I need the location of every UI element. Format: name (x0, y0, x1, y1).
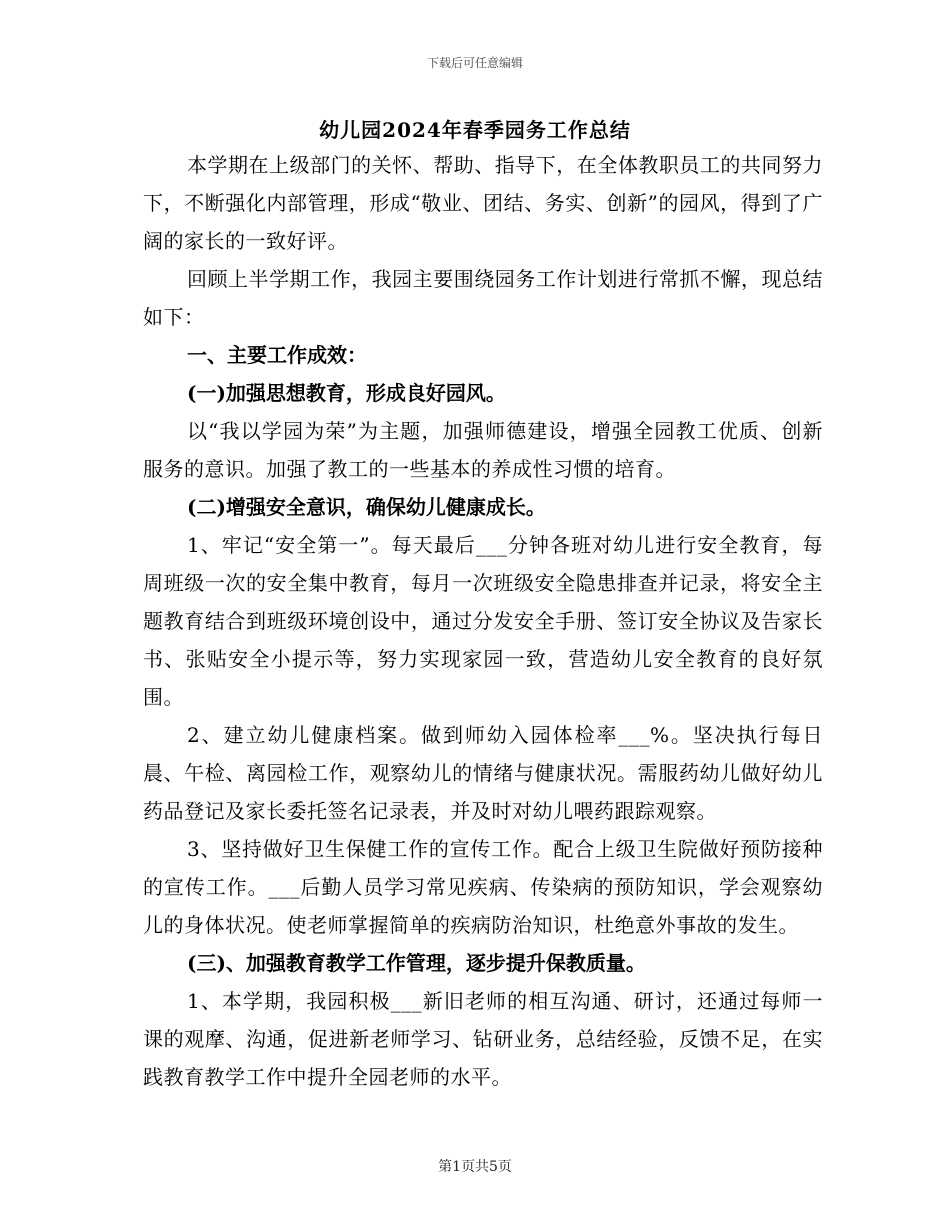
header-note: 下载后可任意编辑 (426, 56, 523, 70)
subsection-3-heading: (三)、加强教育教学工作管理，逐步提升保教质量。 (187, 951, 646, 975)
subsection-3-paragraph-1: 1、本学期，我园积极___新旧老师的相互沟通、研讨，还通过每师一课的观摩、沟通，促进新老师学习、钻研业务，总结经验，反馈不足，在实践教育教学工作中提升全园老师的水平。 (143, 989, 823, 1089)
document-body (143, 146, 823, 1096)
subsection-2-paragraph-3: 3、坚持做好卫生保健工作的宣传工作。配合上级卫生院做好预防接种的宣传工作。___后勤人员学习常见疾病、传染病的预防知识，学会观察幼儿的身体状况。使老师掌握简单的疾病防治知识，杜绝意外事故的发生。 (143, 837, 823, 937)
intro-paragraph-1: 本学期在上级部门的关怀、帮助、指导下，在全体教职员工的共同努力下，不断强化内部管理，形成“敬业、团结、务实、创新”的园风，得到了广阔的家长的一致好评。 (143, 153, 823, 253)
section-1-heading: 一、主要工作成效： (187, 343, 367, 367)
page-number: 第1页共5页 (438, 1159, 512, 1175)
subsection-2-paragraph-1: 1、牢记“安全第一”。每天最后___分钟各班对幼儿进行安全教育，每周班级一次的安全集中教育，每月一次班级安全隐患排查并记录，将安全主题教育结合到班级环境创设中，通过分发安全手册、签订安全协议及告家长书、张贴安全小提示等，努力实现家园一致，营造幼儿安全教育的良好氛围。 (143, 533, 823, 709)
intro-paragraph-2: 回顾上半学期工作，我园主要围绕园务工作计划进行常抓不懈，现总结如下： (143, 267, 823, 329)
subsection-1-paragraph: 以“我以学园为荣”为主题，加强师德建设，增强全园教工优质、创新服务的意识。加强了教工的一些基本的养成性习惯的培育。 (143, 419, 823, 481)
subsection-2-paragraph-2: 2、建立幼儿健康档案。做到师幼入园体检率___%。坚决执行每日晨、午检、离园检工作，观察幼儿的情绪与健康状况。需服药幼儿做好幼儿药品登记及家长委托签名记录表，并及时对幼儿喂药跟踪观察。 (143, 723, 823, 823)
page-title: 幼儿园2024年春季园务工作总结 (319, 118, 631, 142)
subsection-2-heading: (二)增强安全意识，确保幼儿健康成长。 (187, 495, 546, 519)
subsection-1-heading: (一)加强思想教育，形成良好园风。 (187, 381, 506, 405)
